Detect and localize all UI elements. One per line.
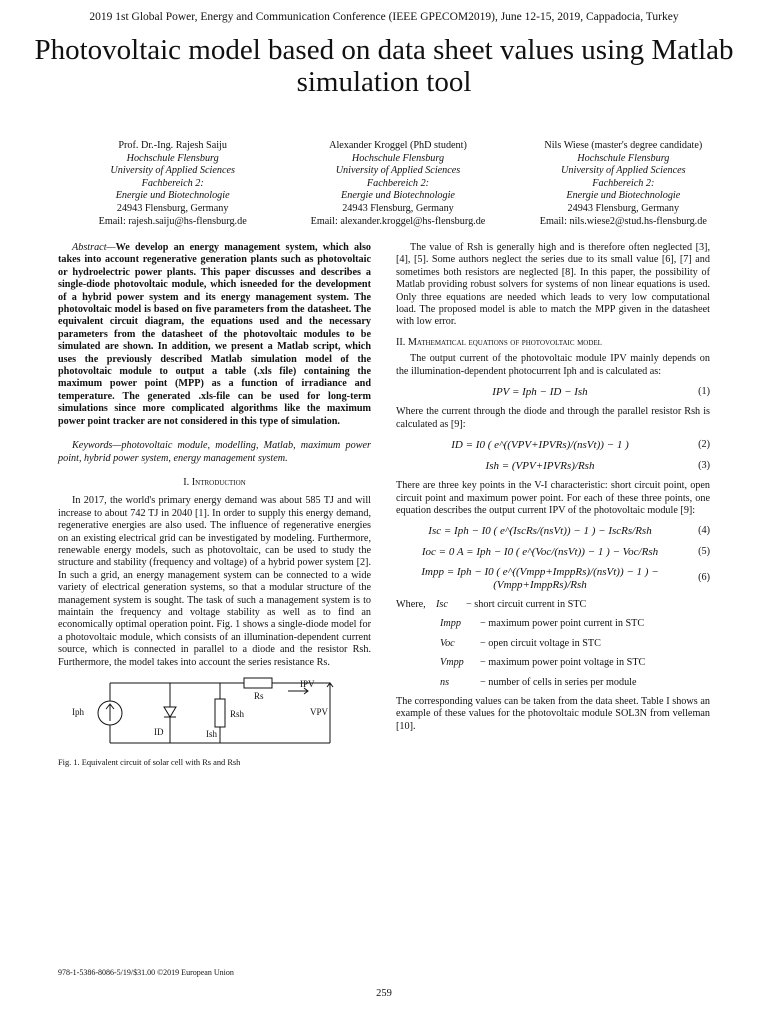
author-affiliation: Hochschule Flensburg (126, 152, 219, 164)
equation-body: IPV = Iph − ID − Ish (492, 386, 588, 399)
author-affiliation: University of Applied Sciences (335, 165, 461, 177)
label-iph: Iph (72, 707, 84, 717)
section-heading-introduction: I. Introduction (183, 476, 246, 488)
label-vpv: VPV (310, 707, 329, 717)
definition-row (396, 599, 710, 611)
equation-body: Impp = Iph − I0 ( e^((Vmpp+ImppRs)/(nsVt)) − 1 ) − (Vmpp+ImppRs)/Rsh (421, 566, 659, 591)
author-city: 24943 Flensburg, Germany (567, 202, 680, 214)
label-ipv: IPV (300, 679, 315, 689)
left-column (58, 242, 371, 769)
definition-symbol: Vmpp (440, 657, 464, 669)
right-paragraph-2: The output current of the photovoltaic module IPV mainly depends on the illumination-dependent photocurrent Iph and is calculated as: (396, 353, 710, 377)
equation-body: ID = I0 ( e^((VPV+IPVRs)/(nsVt)) − 1 ) (451, 439, 629, 452)
circuit-diagram (58, 677, 371, 751)
author-affiliation: University of Applied Sciences (561, 165, 686, 177)
definition-row (396, 638, 710, 650)
author-city: 24943 Flensburg, Germany (342, 202, 454, 214)
definition-text: − number of cells in series per module (480, 676, 637, 688)
author-email: Email: alexander.kroggel@hs-flensburg.de (310, 215, 486, 227)
author-affiliation: Fachbereich 2: (366, 177, 430, 189)
equation-1 (396, 386, 710, 398)
conference-line: 2019 1st Global Power, Energy and Communication Conference (IEEE GPECOM2019), June 12-15, 2019, Cappadocia, Turkey (89, 11, 679, 23)
introduction-paragraph: In 2017, the world's primary energy demand was about 585 TJ and will increase to about 742 TJ in 2040 [1]. In order to supply this energy demand, regenerative energies are also used. The influence of regenerative energies on an existing electrical grid can be investigated by modeling. Furthermore, renewable energy models, such as photovoltaic, can be used to study the structure and stability (frequency and voltage) of a hybrid power system [2]. In such a grid, an energy management system can be connected to a wide variety of electrical generation systems, so that a modular structure of the management system is sought. The task of such a management system is to maintain the frequency and voltage stability as well as to find an economically optimal operation point. Fig. 1 shows a single-diode model for a photovoltaic module, which consists of an illumination-dependent current source, which is connected in parallel to a diode and the resistor Rsh. Furthermore, the model takes into account the series resistance Rs. (58, 495, 371, 668)
author-name: Nils Wiese (master's degree candidate) (544, 140, 703, 151)
abstract (58, 242, 371, 428)
author-affiliation: Energie und Biotechnologie (566, 190, 681, 202)
author-email: Email: nils.wiese2@stud.hs-flensburg.de (539, 215, 707, 227)
definition-text: − maximum power point current in STC (480, 618, 645, 630)
figure-equivalent-circuit (58, 677, 371, 751)
definition-row (396, 618, 710, 630)
author-1 (60, 140, 285, 228)
label-ish: Ish (206, 729, 217, 739)
equation-number: (6) (698, 572, 710, 584)
keywords: Keywords—photovoltaic module, modelling, Matlab, maximum power point, hybrid power system, energy management system. (58, 440, 371, 464)
footer-isbn: 978-1-5386-8086-5/19/$31.00 ©2019 European Union (58, 968, 234, 977)
author-3 (511, 140, 736, 228)
label-rsh: Rsh (230, 709, 245, 719)
equation-body: Ioc = 0 A = Iph − I0 ( e^(Voc/(nsVt)) − 1 ) − Voc/Rsh (421, 545, 659, 558)
definition-row (396, 657, 710, 669)
figure-caption: Fig. 1. Equivalent circuit of solar cell with Rs and Rsh (58, 758, 241, 767)
author-affiliation: University of Applied Sciences (110, 165, 235, 177)
author-affiliation: Fachbereich 2: (141, 177, 204, 189)
author-name: Alexander Kroggel (PhD student) (329, 140, 467, 151)
definition-symbol: ns (440, 676, 450, 688)
definition-symbol: Voc (440, 637, 455, 649)
where-label: Where, (396, 598, 426, 610)
definition-text: − short circuit current in STC (466, 598, 587, 610)
right-paragraph-5: The corresponding values can be taken from the data sheet. Table I shows an example of these values for the photovoltaic module SOL3N from velleman [10]. (396, 695, 710, 732)
equation-2 (396, 439, 710, 451)
author-name: Prof. Dr.-Ing. Rajesh Saiju (118, 140, 227, 151)
equation-4 (396, 525, 710, 537)
author-affiliation: Fachbereich 2: (592, 177, 655, 189)
author-affiliation: Hochschule Flensburg (351, 152, 445, 164)
equation-number: (5) (698, 545, 710, 557)
author-affiliation: Hochschule Flensburg (577, 152, 670, 164)
equation-body: Isc = Iph − I0 ( e^(IscRs/(nsVt)) − 1 ) − IscRs/Rsh (428, 525, 652, 538)
right-paragraph-1: The value of Rsh is generally high and is therefore often neglected [3], [4], [5]. Some authors neglect the series due to its small value [6], [7] and sometimes both resistors are neglected [8]. In this paper, the possibility of Matlab providing robust solvers for systems of non linear equations is used. Only three equations are needed which leads to very low computational load. The proposed model is able to match the MPP given in the datasheet with low error. (396, 242, 710, 328)
right-column (396, 242, 710, 733)
right-paragraph-4: There are three key points in the V-I characteristic: short circuit point, open circuit point and maximum power point. For each of these three points, one equation describes the output current IPV of the photovoltaic module [9]: (396, 480, 710, 516)
paper-title: Photovoltaic model based on data sheet values using Matlab simulation tool (34, 34, 734, 98)
definition-text: − maximum power point voltage in STC (480, 657, 646, 669)
abstract-text: We develop an energy management system, which also takes into account regenerative generation plants such as photovoltaic or hydroelectric power plants. This paper discusses and describes a single-diode photovoltaic module, which isneeded for the development of a hybrid power system and its energy management system. The photovoltaic model is based on five parameters from the datasheet. The equivalent circuit diagram, the equations used and the necessary parameters from the datasheet of the photovoltaic modules to be simulated are shown. In addition, we present a Matlab script, which uses the previously described Matlab simulation model of the photovoltaic module to output a table (.xls file) containing the maximum power point (MPP) as a function of irradiance and temperature. The generated .xls-file can be used for long-term simulations since more complicated algorithms like the maximum power point tracker are not considered in this type of simulation. (58, 242, 371, 427)
section-heading-math: II. Mathematical equations of photovoltaic model (396, 336, 602, 348)
definition-text: − open circuit voltage in STC (480, 637, 601, 649)
definition-row (396, 677, 710, 689)
definition-symbol: Isc (436, 598, 448, 610)
page-number: 259 (376, 988, 392, 999)
equation-number: (2) (698, 439, 710, 451)
right-paragraph-3: Where the current through the diode and through the parallel resistor Rsh is calculated as [9]: (396, 406, 710, 430)
label-rs: Rs (254, 691, 264, 701)
abstract-lead: Abstract— (72, 242, 116, 253)
definition-list (396, 599, 710, 689)
author-affiliation: Energie und Biotechnologie (341, 190, 455, 202)
equation-5 (396, 546, 710, 558)
equation-body: Ish = (VPV+IPVRs)/Rsh (485, 459, 595, 472)
author-email: Email: rajesh.saiju@hs-flensburg.de (98, 215, 247, 227)
label-id: ID (154, 727, 164, 737)
equation-number: (3) (698, 459, 710, 471)
equation-number: (4) (698, 525, 710, 537)
equation-number: (1) (698, 386, 710, 398)
equation-3 (396, 460, 710, 472)
equation-6 (396, 566, 710, 591)
author-2 (285, 140, 510, 228)
author-affiliation: Energie und Biotechnologie (115, 190, 230, 202)
author-block (60, 140, 736, 228)
author-city: 24943 Flensburg, Germany (116, 202, 229, 214)
definition-symbol: Impp (440, 618, 461, 630)
